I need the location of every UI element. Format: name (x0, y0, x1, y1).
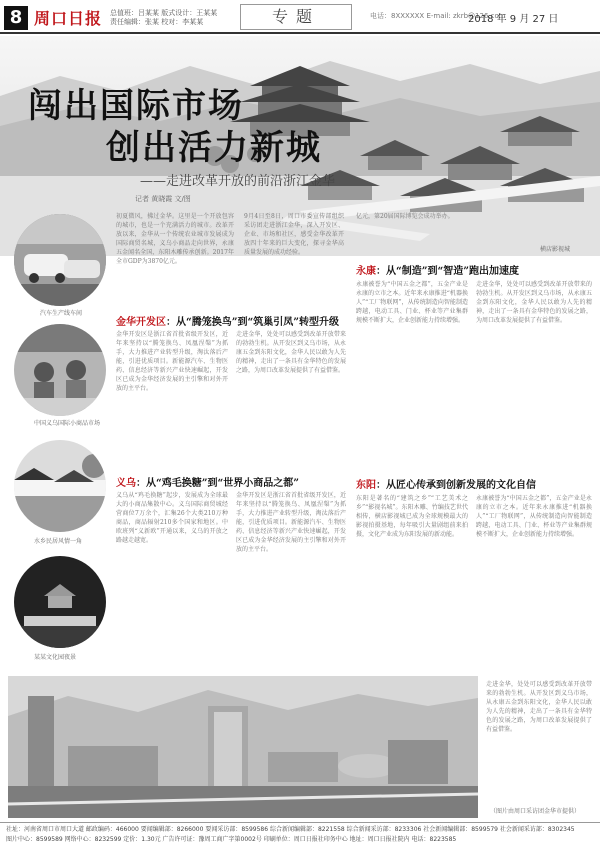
masthead (0, 0, 600, 34)
issue-date: 2018 年 9 月 27 日 (468, 14, 559, 25)
section-1-place: 金华开发区 (116, 317, 166, 328)
section-2-title: ：从“鸡毛换糖”到“世界小商品之都” (136, 478, 300, 489)
section-3-title: ：从“制造”到“智造”跑出加速度 (376, 266, 520, 277)
right-intro-text: 亿元，第20届国际博览会成功举办。 (356, 213, 454, 220)
section-3-body-a: 永康被誉为“中国五金之都”，五金产业是永康的立市之本。近年来永康推进“机器换人”“工厂物联网”，从传统制造向智能制造跨越，电动工具、门业、杯业等产业集群规模不断扩大，企业创新能力持续增强。 (356, 281, 468, 324)
water-village-image (14, 440, 106, 532)
section-1-title: ：从“腾笼换鸟”到“筑巢引凤”转型升级 (166, 317, 340, 328)
section-4-body-b: 永康被誉为“中国五金之都”，五金产业是永康的立市之本。近年来永康推进“机器换人”“工厂物联网”，从传统制造向智能制造跨越，电动工具、门业、杯业等产业集群规模不断扩大，企业创新能力持续增强。 (476, 495, 592, 538)
section-2-heading (116, 474, 299, 489)
section-2-body-b: 金华开发区是浙江省首批省级开发区，近年来坚持以“腾笼换鸟、凤凰涅槃”为抓手，大力推进产业转型升级，淘汰落后产能，引进优质项目。新能源汽车、生物医药、信息经济等新兴产业快速崛起，开发区已成为金华经济发展的主引擎和对外开放的主平台。 (236, 492, 346, 553)
night-pavilion-image (14, 556, 106, 648)
market-image (14, 324, 106, 416)
photo-market (14, 324, 106, 416)
city-panorama-photo (8, 676, 478, 818)
section-3-place: 永康 (356, 266, 376, 277)
newspaper-logo: 周口日报 (34, 9, 103, 28)
hero-photo-caption: 横店影视城 (540, 246, 571, 253)
caption-1: 汽车生产线车间 (40, 310, 83, 317)
section-1-body-b: 走进金华，处处可以感受到改革开放带来的勃勃生机。从开发区到义乌市场，从永康五金到东阳文化，金华人民以敢为人先的精神，走出了一条具有金华特色的发展之路，为周口改革发展提供了有益借鉴。 (236, 331, 346, 374)
editors-line-2: 责任编辑：张某 校对：李某某 (110, 18, 204, 26)
section-3-body-b: 走进金华，处处可以感受到改革开放带来的勃勃生机。从开发区到义乌市场，从永康五金到东阳文化，金华人民以敢为人先的精神，走出了一条具有金华特色的发展之路，为周口改革发展提供了有益借鉴。 (476, 281, 592, 324)
section-4-place: 东阳 (356, 480, 376, 491)
closing-paragraph: 走进金华，处处可以感受到改革开放带来的勃勃生机。从开发区到义乌市场，从永康五金到东阳文化，金华人民以敢为人先的精神，走出了一条具有金华特色的发展之路，为周口改革发展提供了有益借鉴。 (486, 681, 592, 733)
intro-column-1: 初夏微风，拂过金华。这里是一个开放包容的城市，也是一个充满活力的城市。改革开放以来，金华从一个传统农业城市发展成为国际商贸名城，义乌小商品走向世界，永康五金闻名全国，东阳木雕传承创新。2017年全市GDP为3870亿元。 (116, 213, 234, 265)
intro-column-2: 9月4日至8日，周口市委宣传部组织采访团走进浙江金华，深入开发区、企业、市场和社区，感受金华改革开放四十年来的巨大变化，探寻金华高质量发展的成功经验。 (244, 213, 344, 256)
headline-line-2: 创出活力新城 (106, 128, 322, 168)
caption-4: 某某文化园夜景 (34, 654, 77, 661)
section-3-heading (356, 262, 519, 277)
section-4-heading (356, 476, 536, 491)
contact-info: 电话：8XXXXXX E-mail: zkrb@126.com (370, 12, 506, 20)
photo-car-factory (14, 214, 106, 306)
section-4-title: ：从匠心传承到创新发展的文化自信 (376, 480, 536, 491)
section-4-body-a: 东阳是著名的“建筑之乡”“工艺美术之乡”“影视名城”。东阳木雕、竹编技艺世代相传，横店影视城已成为全球规模最大的影视拍摄基地，每年吸引大量剧组前来拍摄，文化产业成为东阳发展的新动能。 (356, 495, 468, 538)
newspaper-footer (0, 822, 600, 848)
headline-subtitle: ——走进改革开放的前沿浙江金华 (140, 174, 336, 189)
section-1-body-a: 金华开发区是浙江省首批省级开发区，近年来坚持以“腾笼换鸟、凤凰涅槃”为抓手，大力推进产业转型升级，淘汰落后产能，引进优质项目。新能源汽车、生物医药、信息经济等新兴产业快速崛起，开发区已成为金华经济发展的主引擎和对外开放的主平台。 (116, 331, 228, 392)
photo-night-pavilion (14, 556, 106, 648)
caption-2: 中国义乌国际小商品市场 (34, 420, 101, 427)
page-number: 8 (4, 6, 28, 30)
editors-line-1: 总值班：吕某某 版式设计：王某某 (110, 9, 218, 17)
footer-line-2: 图片中心：8599589 网络中心：8232599 定价：1.30元 广告许可证：豫周工商广字第0002号 印刷单位：周口日报社印务中心 地址：周口日报社院内 电话：8223585 (6, 836, 457, 843)
car-factory-image (14, 214, 106, 306)
city-panorama-image (8, 676, 478, 818)
headline-line-1: 闯出国际市场 (28, 86, 244, 126)
caption-3: 水乡民居风情一角 (34, 538, 83, 545)
section-2-place: 义乌 (116, 478, 136, 489)
photo-credit: （图片由周口采访团金华市提供） (490, 808, 581, 815)
section-2-body-a: 义乌从“鸡毛换糖”起步，发展成为全球最大的小商品集散中心。义乌国际商贸城经营商位7万余个，汇集26个大类210万种商品，商品辐射210多个国家和地区。中欧班列“义新欧”开通以来，义乌的开放之路越走越宽。 (116, 492, 228, 544)
byline: 记者 黄晓霞 文/图 (135, 195, 191, 203)
section-title: 专题 (240, 4, 352, 30)
section-1-heading (116, 313, 339, 328)
editors-info (110, 9, 217, 27)
photo-water-village (14, 440, 106, 532)
footer-line-1: 社址：河南省周口市周口大道 邮政编码：466000 要闻编辑部：8266000 要闻采访部：8599586 综合新闻编辑部：8221558 综合新闻采访部：8233306 社会新闻编辑部：8599579 社会新闻采访部：8302345 (6, 826, 575, 833)
